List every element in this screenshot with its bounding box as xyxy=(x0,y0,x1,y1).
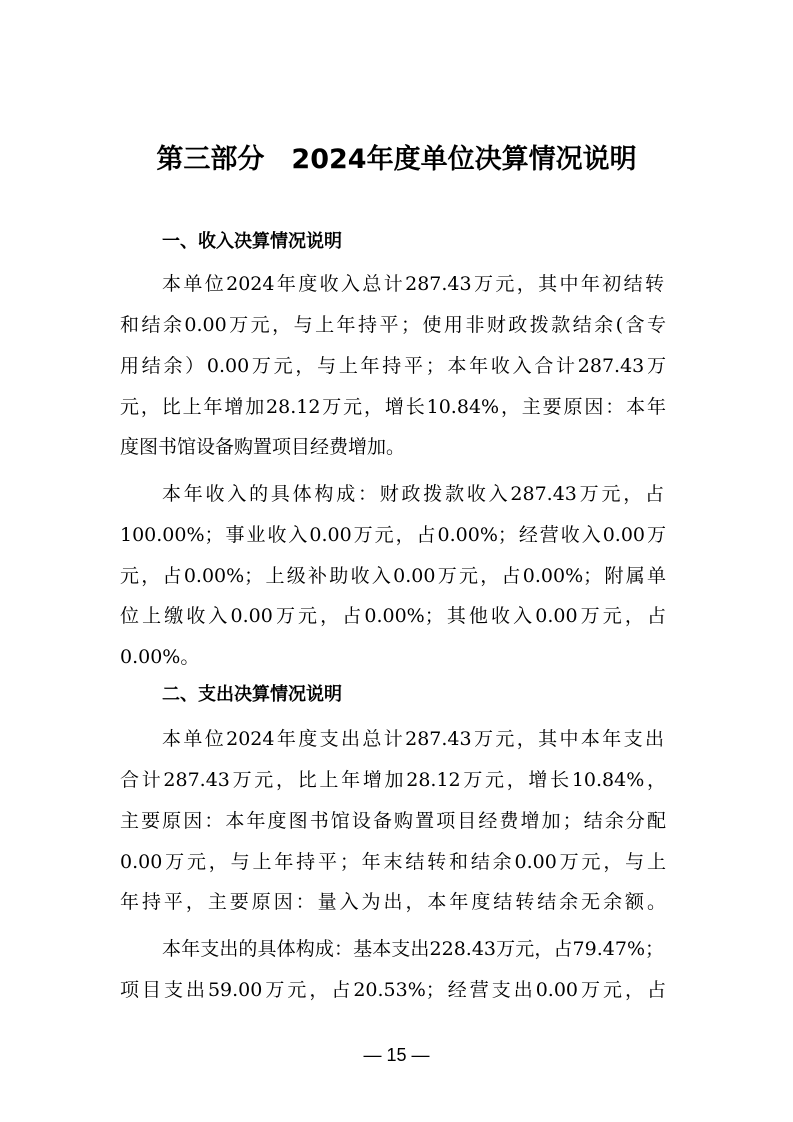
paragraph-line: 元，占0.00%；上级补助收入0.00万元，占0.00%；附属单 xyxy=(120,565,666,587)
section-heading-expenditure: 二、支出决算情况说明 xyxy=(162,684,342,705)
paragraph-line: 年持平，主要原因：量入为出，本年度结转结余无余额。 xyxy=(120,891,666,913)
paragraph-line: 本年收入的具体构成：财政拨款收入287.43万元，占 xyxy=(162,483,664,505)
paragraph-line: 本单位2024年度收入总计287.43万元，其中年初结转 xyxy=(162,273,664,295)
paragraph-line: 元，比上年增加28.12万元，增长10.84%，主要原因：本年 xyxy=(120,396,666,418)
paragraph-line: 度图书馆设备购置项目经费增加。 xyxy=(120,436,406,458)
paragraph-line: 项目支出59.00万元，占20.53%；经营支出0.00万元，占 xyxy=(120,979,666,1001)
paragraph-line: 本年支出的具体构成：基本支出228.43万元，占79.47%； xyxy=(162,938,664,960)
page-title: 第三部分 2024年度单位决算情况说明 xyxy=(156,144,637,175)
paragraph-line: 合计287.43万元，比上年增加28.12万元，增长10.84%， xyxy=(120,769,666,791)
paragraph-line: 和结余0.00万元，与上年持平；使用非财政拨款结余(含专 xyxy=(120,314,666,336)
paragraph-line: 主要原因：本年度图书馆设备购置项目经费增加；结余分配 xyxy=(120,810,666,832)
paragraph-line: 0.00万元，与上年持平；年末结转和结余0.00万元，与上 xyxy=(120,851,666,873)
section-heading-income: 一、收入决算情况说明 xyxy=(162,231,342,252)
paragraph-line: 100.00%；事业收入0.00万元，占0.00%；经营收入0.00万 xyxy=(120,524,666,546)
paragraph-line: 用结余）0.00万元，与上年持平；本年收入合计287.43万 xyxy=(120,355,666,377)
page-number: — 15 — xyxy=(363,1045,430,1065)
paragraph-line: 0.00%。 xyxy=(120,646,200,668)
paragraph-line: 位上缴收入0.00万元，占0.00%；其他收入0.00万元，占 xyxy=(120,605,666,627)
paragraph-line: 本单位2024年度支出总计287.43万元，其中本年支出 xyxy=(162,728,664,750)
